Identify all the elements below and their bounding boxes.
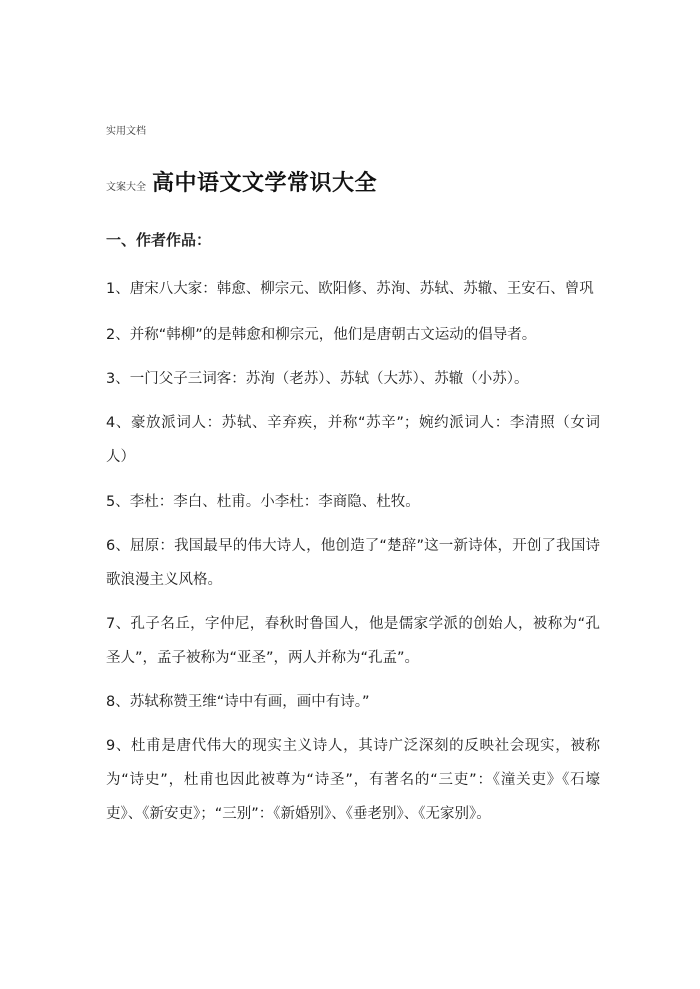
- list-item: 8、苏轼称赞王维“诗中有画，画中有诗。”: [106, 694, 370, 710]
- item-list: [106, 272, 600, 841]
- section-heading: 一、作者作品：: [106, 231, 212, 249]
- list-item: 3、一门父子三词客：苏洵（老苏）、苏轼（大苏）、苏辙（小苏）。: [106, 371, 529, 387]
- list-item: 1、唐宋八大家：韩愈、柳宗元、欧阳修、苏洵、苏轼、苏辙、王安石、曾巩: [106, 281, 594, 297]
- list-item: 4、豪放派词人：苏轼、辛弃疾，并称“苏辛”；婉约派词人：李清照（女词人）: [106, 415, 600, 465]
- page-title: 高中语文文学常识大全: [152, 171, 378, 196]
- list-item: 5、李杜：李白、杜甫。小李杜：李商隐、杜牧。: [106, 494, 420, 510]
- list-item: 6、屈原：我国最早的伟大诗人，他创造了“楚辞”这一新诗体，开创了我国诗歌浪漫主义风格。: [106, 538, 600, 588]
- title-prefix: 文案大全: [106, 182, 146, 193]
- list-item: 9、杜甫是唐代伟大的现实主义诗人，其诗广泛深刻的反映社会现实，被称为“诗史”，杜甫也因此被尊为“诗圣”，有著名的“三吏”：《潼关吏》《石壕吏》、《新安吏》；“三别”：《新婚别》、《垂老别》、《无家别》。: [106, 738, 600, 822]
- list-item: 7、孔子名丘，字仲尼，春秋时鲁国人，他是儒家学派的创始人，被称为“孔圣人”，孟子被称为“亚圣”，两人并称为“孔孟”。: [106, 616, 600, 666]
- header-tag: 实用文档: [106, 126, 146, 137]
- list-item: 2、并称“韩柳”的是韩愈和柳宗元，他们是唐朝古文运动的倡导者。: [106, 327, 537, 343]
- title-row: [106, 166, 377, 197]
